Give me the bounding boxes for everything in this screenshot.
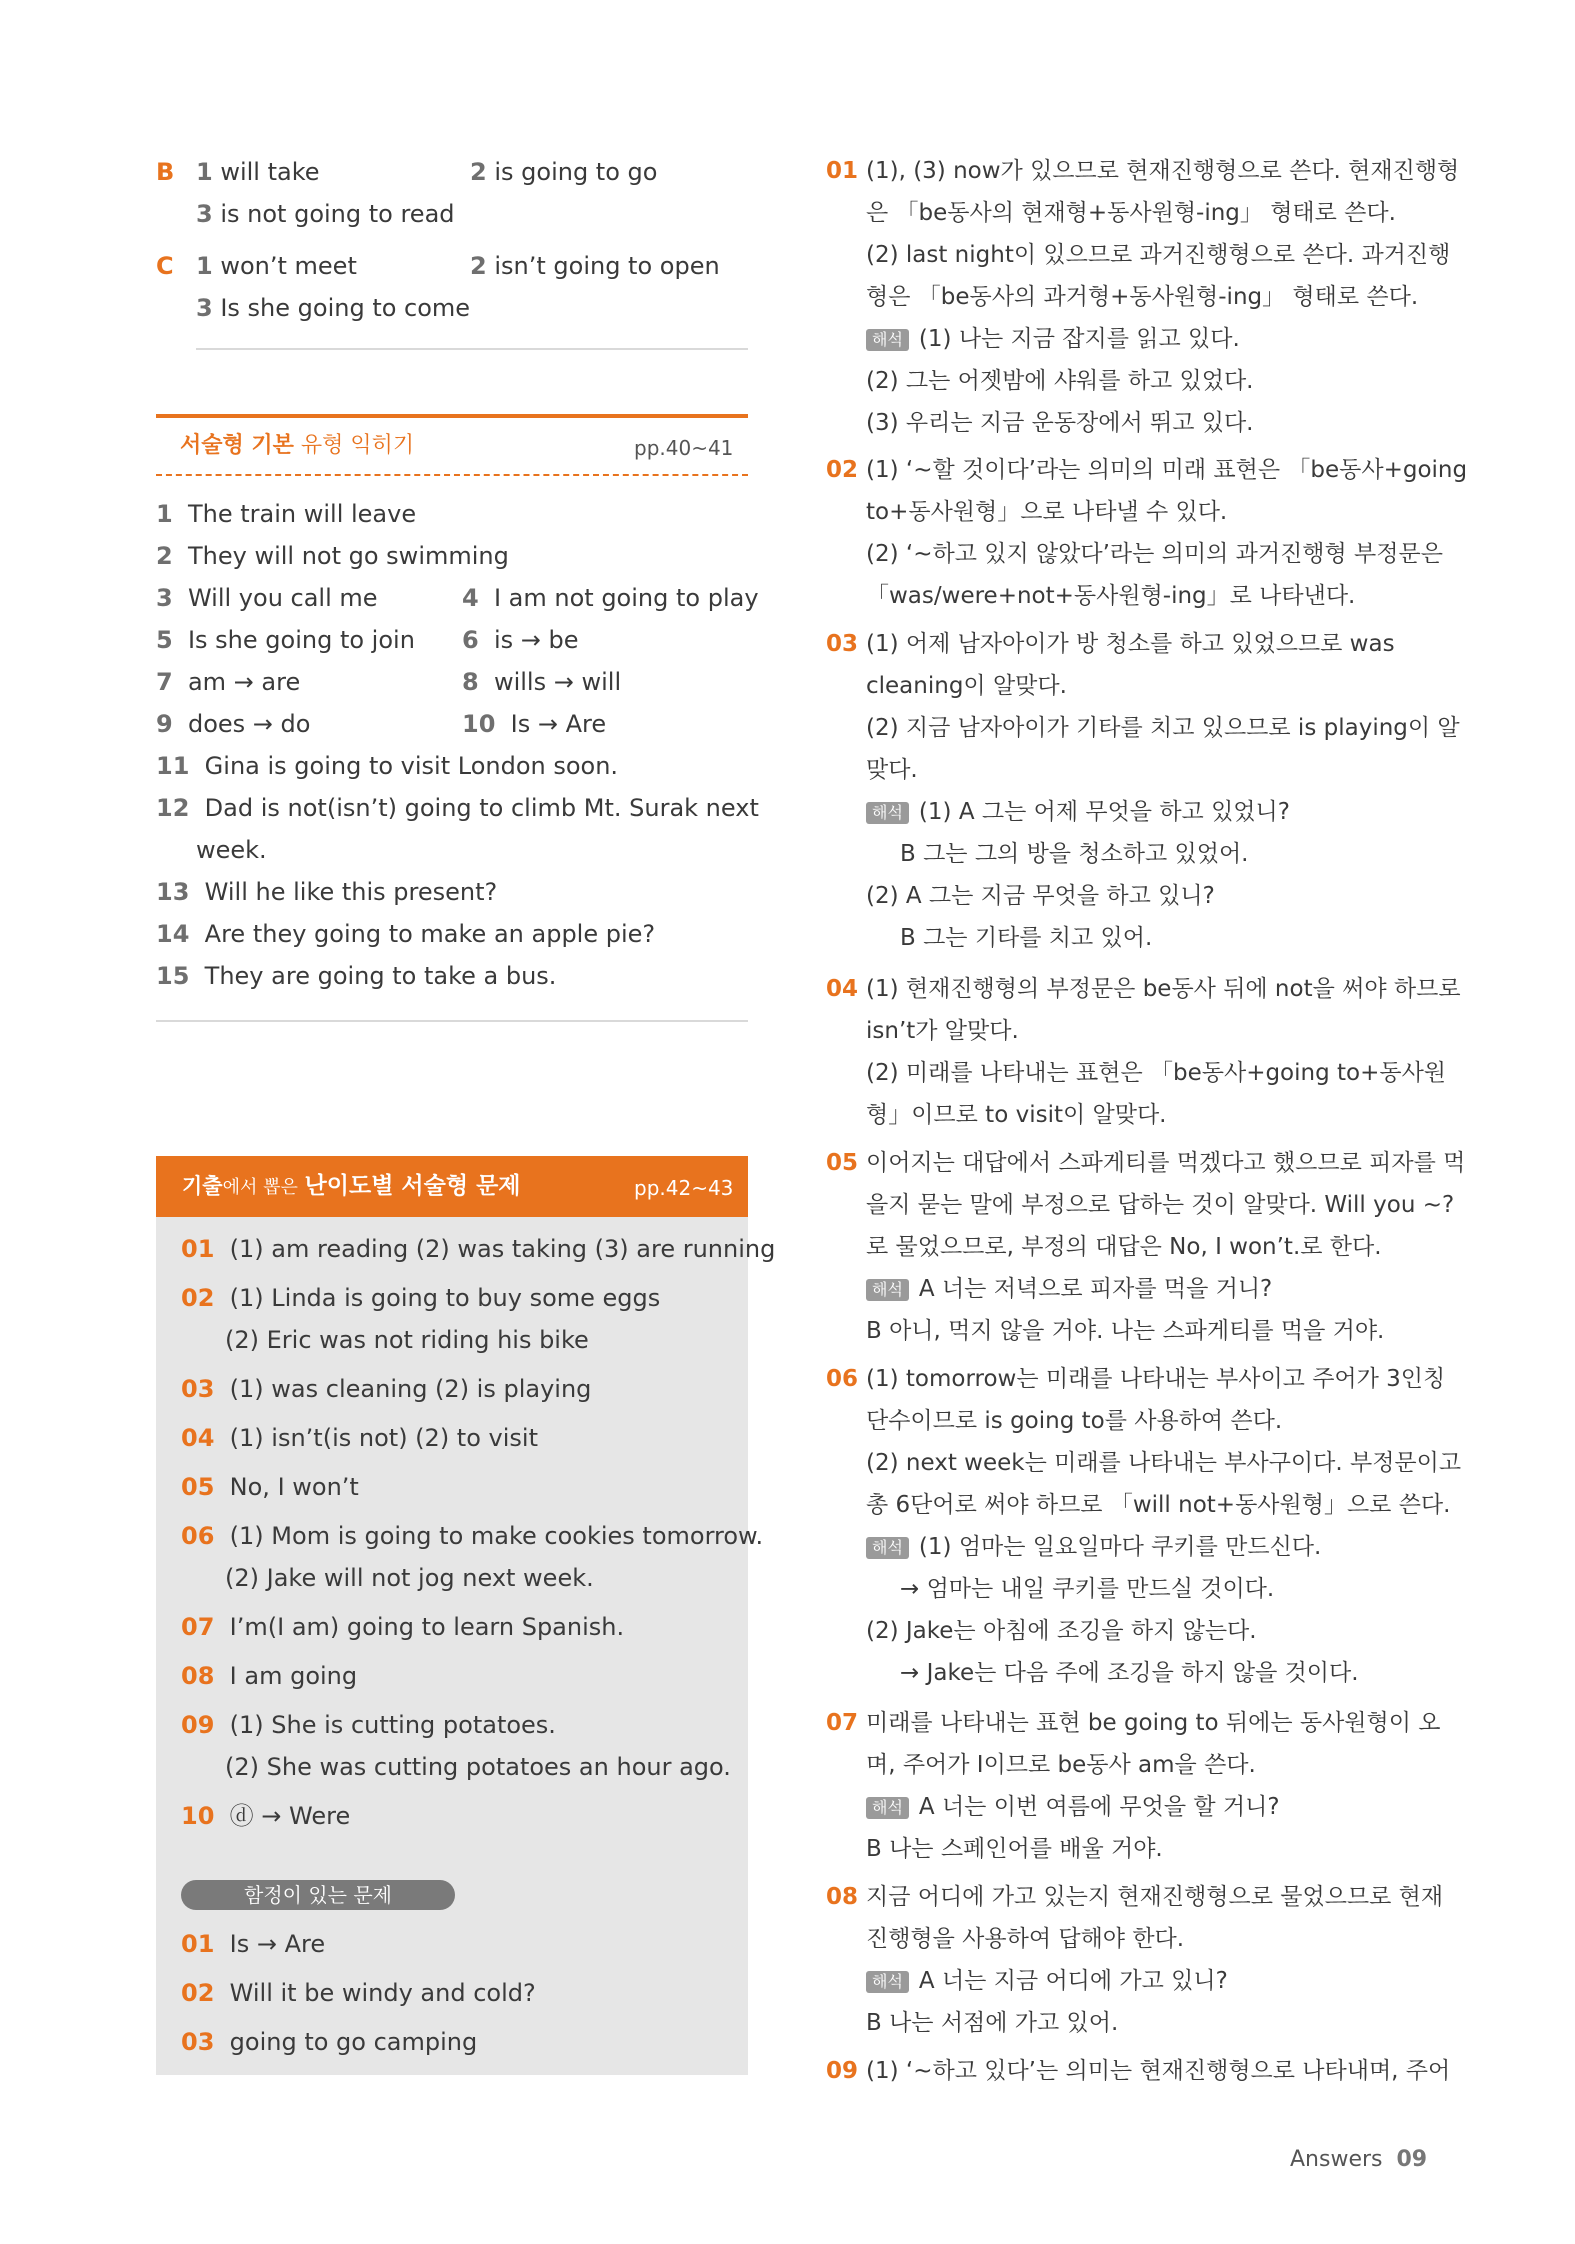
- explanation-line: to+동사원형」으로 나타낼 수 있다.: [866, 499, 1228, 525]
- translation-line: B 나는 서점에 가고 있어.: [866, 2010, 1119, 2036]
- translation-line: (2) A 그는 지금 무엇을 하고 있니?: [866, 883, 1215, 909]
- answer-item: 1 will take: [196, 158, 320, 186]
- list-item: 01 Is → Are: [181, 1930, 326, 1958]
- page-range: pp.42~43: [634, 1176, 734, 1200]
- list-item: 09 (1) She is cutting potatoes.: [181, 1711, 556, 1739]
- translation-badge: 해석: [866, 1279, 909, 1301]
- list-item: 5 Is she going to join: [156, 626, 415, 654]
- question-number: 06: [826, 1366, 859, 1392]
- section-title: 서술형 기본 유형 익히기: [180, 433, 415, 458]
- explanation-line: 단수이므로 is going to를 사용하여 쓴다.: [866, 1408, 1283, 1434]
- list-item: 02 (1) Linda is going to buy some eggs: [181, 1284, 661, 1312]
- explanation-line: 미래를 나타내는 표현 be going to 뒤에는 동사원형이 오: [866, 1710, 1441, 1736]
- translation-line: (3) 우리는 지금 운동장에서 뛰고 있다.: [866, 410, 1254, 436]
- divider: [196, 348, 748, 350]
- translation-badge: 해석: [866, 1971, 909, 1993]
- list-item: 11 Gina is going to visit London soon.: [156, 752, 619, 780]
- question-number: 08: [826, 1884, 859, 1910]
- translation-badge: 해석: [866, 1537, 909, 1559]
- translation-line: B 그는 그의 방을 청소하고 있었어.: [900, 841, 1249, 867]
- trap-section-title: 함정이 있는 문제: [181, 1880, 455, 1910]
- footer-label: Answers: [1290, 2147, 1383, 2172]
- answer-item: 3 is not going to read: [196, 200, 455, 228]
- question-number: 02: [826, 457, 859, 483]
- question-number: 01: [826, 158, 859, 184]
- exam-section-title: 기출에서 뽑은 난이도별 서술형 문제: [182, 1173, 521, 1199]
- translation-line: B 나는 스페인어를 배울 거야.: [866, 1836, 1163, 1862]
- page-number: 09: [1396, 2147, 1428, 2172]
- list-item: 12 Dad is not(isn’t) going to climb Mt. Surak next: [156, 794, 759, 822]
- explanation-line: (2) 미래를 나타내는 표현은 「be동사+going to+동사원: [866, 1060, 1447, 1086]
- explanation-line: isn’t가 알맞다.: [866, 1018, 1019, 1044]
- answer-item: 3 Is she going to come: [196, 294, 471, 322]
- list-item-cont: (2) She was cutting potatoes an hour ago.: [225, 1753, 731, 1781]
- list-item: 03 (1) was cleaning (2) is playing: [181, 1375, 592, 1403]
- explanation-line: (1) tomorrow는 미래를 나타내는 부사이고 주어가 3인칭: [866, 1366, 1446, 1392]
- list-item-cont: (2) Eric was not riding his bike: [225, 1326, 589, 1354]
- explanation-line: (1), (3) now가 있으므로 현재진행형으로 쓴다. 현재진행형: [866, 158, 1460, 184]
- list-item: 7 am → are: [156, 668, 301, 696]
- translation-line: 해석 (1) 엄마는 일요일마다 쿠키를 만드신다.: [866, 1526, 1321, 1568]
- translation-line: 해석 A 너는 이번 여름에 무엇을 할 거니?: [866, 1786, 1280, 1828]
- list-item: 05 No, I won’t: [181, 1473, 359, 1501]
- explanation-line: 을지 묻는 말에 부정으로 답하는 것이 알맞다. Will you ~?: [866, 1192, 1455, 1218]
- explanation-line: cleaning이 알맞다.: [866, 673, 1067, 699]
- explanation-line: (2) last night이 있으므로 과거진행형으로 쓴다. 과거진행: [866, 242, 1451, 268]
- translation-line: 해석 A 너는 저녁으로 피자를 먹을 거니?: [866, 1268, 1272, 1310]
- exam-section-header: [156, 1156, 748, 1217]
- explanation-line: (1) 현재진행형의 부정문은 be동사 뒤에 not을 써야 하므로: [866, 976, 1461, 1002]
- explanation-line: 「was/were+not+동사원형-ing」로 나타낸다.: [866, 583, 1356, 609]
- section-c-label: C: [156, 252, 174, 280]
- section-top-rule: [156, 414, 748, 418]
- page-footer: [1290, 2144, 1427, 2176]
- section-b-label: B: [156, 158, 175, 186]
- answer-item: 1 won’t meet: [196, 252, 357, 280]
- explanation-line: 진행형을 사용하여 답해야 한다.: [866, 1926, 1185, 1952]
- question-number: 07: [826, 1710, 859, 1736]
- list-item: 3 Will you call me: [156, 584, 378, 612]
- list-item: 08 I am going: [181, 1662, 358, 1690]
- list-item: 03 going to go camping: [181, 2028, 478, 2056]
- list-item: 10 ⓓ → Were: [181, 1802, 351, 1830]
- answer-item: 2 is going to go: [470, 158, 658, 186]
- translation-line: 해석 A 너는 지금 어디에 가고 있니?: [866, 1960, 1228, 2002]
- list-item: 8 wills → will: [462, 668, 622, 696]
- translation-line: (2) 그는 어젯밤에 샤워를 하고 있었다.: [866, 368, 1254, 394]
- list-item: 04 (1) isn’t(is not) (2) to visit: [181, 1424, 538, 1452]
- answer-item: 2 isn’t going to open: [470, 252, 720, 280]
- question-number: 04: [826, 976, 859, 1002]
- explanation-line: 총 6단어로 써야 하므로 「will not+동사원형」으로 쓴다.: [866, 1492, 1451, 1518]
- translation-line: 해석 (1) 나는 지금 잡지를 읽고 있다.: [866, 318, 1240, 360]
- question-number: 05: [826, 1150, 859, 1176]
- dashed-divider: [156, 474, 748, 476]
- list-item: 6 is → be: [462, 626, 579, 654]
- list-item: 4 I am not going to play: [462, 584, 759, 612]
- list-item: 02 Will it be windy and cold?: [181, 1979, 536, 2007]
- list-item: 14 Are they going to make an apple pie?: [156, 920, 656, 948]
- explanation-line: (2) next week는 미래를 나타내는 부사구이다. 부정문이고: [866, 1450, 1462, 1476]
- list-item: 07 I’m(I am) going to learn Spanish.: [181, 1613, 625, 1641]
- list-item-cont: (2) Jake will not jog next week.: [225, 1564, 594, 1592]
- list-item: 06 (1) Mom is going to make cookies tomorrow.: [181, 1522, 764, 1550]
- translation-line: (2) Jake는 아침에 조깅을 하지 않는다.: [866, 1618, 1257, 1644]
- explanation-line: 맞다.: [866, 757, 918, 783]
- list-item: 9 does → do: [156, 710, 311, 738]
- explanation-line: (1) ‘~할 것이다’라는 의미의 미래 표현은 「be동사+going: [866, 457, 1468, 483]
- translation-line: → Jake는 다음 주에 조깅을 하지 않을 것이다.: [900, 1660, 1359, 1686]
- explanation-line: 며, 주어가 I이므로 be동사 am을 쓴다.: [866, 1752, 1256, 1778]
- list-item: 2 They will not go swimming: [156, 542, 509, 570]
- translation-line: → 엄마는 내일 쿠키를 만드실 것이다.: [900, 1576, 1275, 1602]
- question-number: 09: [826, 2058, 859, 2084]
- explanation-line: 형」이므로 to visit이 알맞다.: [866, 1102, 1167, 1128]
- explanation-line: 은 「be동사의 현재형+동사원형-ing」 형태로 쓴다.: [866, 200, 1396, 226]
- translation-line: B 그는 기타를 치고 있어.: [900, 925, 1153, 951]
- translation-badge: 해석: [866, 329, 909, 351]
- list-item: 1 The train will leave: [156, 500, 417, 528]
- explanation-line: (2) ‘~하고 있지 않았다’라는 의미의 과거진행형 부정문은: [866, 541, 1443, 567]
- divider: [156, 1020, 748, 1022]
- translation-badge: 해석: [866, 802, 909, 824]
- explanation-line: (1) ‘~하고 있다’는 의미는 현재진행형으로 나타내며, 주어: [866, 2058, 1451, 2084]
- list-item: 15 They are going to take a bus.: [156, 962, 557, 990]
- translation-badge: 해석: [866, 1797, 909, 1819]
- question-number: 03: [826, 631, 859, 657]
- list-item: 10 Is → Are: [462, 710, 607, 738]
- explanation-line: 이어지는 대답에서 스파게티를 먹겠다고 했으므로 피자를 먹: [866, 1150, 1466, 1176]
- list-item: 13 Will he like this present?: [156, 878, 498, 906]
- explanation-line: 형은 「be동사의 과거형+동사원형-ing」 형태로 쓴다.: [866, 284, 1419, 310]
- translation-line: 해석 (1) A 그는 어제 무엇을 하고 있었니?: [866, 791, 1290, 833]
- page-range: pp.40~41: [634, 436, 734, 460]
- translation-line: B 아니, 먹지 않을 거야. 나는 스파게티를 먹을 거야.: [866, 1318, 1385, 1344]
- list-item-cont: week.: [196, 836, 267, 864]
- list-item: 01 (1) am reading (2) was taking (3) are running: [181, 1235, 776, 1263]
- explanation-line: (2) 지금 남자아이가 기타를 치고 있으므로 is playing이 알: [866, 715, 1460, 741]
- explanation-line: 로 물었으므로, 부정의 대답은 No, I won’t.로 한다.: [866, 1234, 1382, 1260]
- explanation-line: (1) 어제 남자아이가 방 청소를 하고 있었으므로 was: [866, 631, 1395, 657]
- explanation-line: 지금 어디에 가고 있는지 현재진행형으로 물었으므로 현재: [866, 1884, 1444, 1910]
